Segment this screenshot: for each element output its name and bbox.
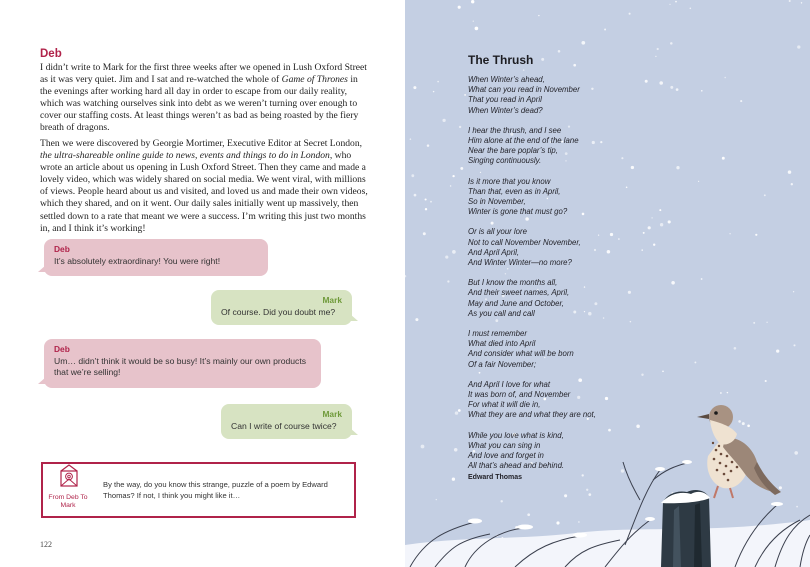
poem-line: What they are and what they are not,: [468, 410, 596, 420]
poem-line: Is it more that you know: [468, 176, 551, 186]
chat-bubble-deb: [44, 239, 268, 276]
poem-line: Than that, even as in April,: [468, 186, 561, 196]
bubble-tail: [38, 377, 46, 384]
poem-line: Near the bare poplar’s tip,: [468, 146, 558, 156]
poem-line: And April April,: [468, 247, 519, 257]
poem-line: That you read in April: [468, 95, 542, 105]
poem-line: May and June and October,: [468, 298, 564, 308]
letter-text: Then we were discovered by Georgie Mortimer, Executive Editor at Secret London,: [40, 138, 363, 149]
poem-line: Winter is gone that must go?: [468, 207, 568, 217]
poem-line: I must remember: [468, 329, 527, 339]
poem-author: Edward Thomas: [468, 474, 523, 481]
chat-bubble-mark: [221, 404, 352, 439]
poem-stanza: [468, 380, 708, 421]
poem-stanza: [468, 177, 708, 218]
poem-line: I hear the thrush, and I see: [468, 125, 562, 135]
poem-line: So in November,: [468, 197, 526, 207]
page-number: 122: [40, 540, 52, 549]
poem-line: When Winter’s dead?: [468, 105, 543, 115]
letter-paragraph-1: [40, 62, 371, 135]
poem-line: While you love what is kind,: [468, 430, 564, 440]
poem-line: Or is all your lore: [468, 227, 527, 237]
poem-line: And love and forget in: [468, 451, 544, 461]
letter-text: I didn’t write to Mark for the first three weeks after we opened in Lush Oxford Street as it was very quiet. Jim and I sat and re-watched the whole of: [40, 62, 367, 86]
chat-bubble-mark: [211, 290, 352, 325]
chat-sender: Deb: [54, 344, 70, 354]
poem-stanza: [468, 278, 708, 319]
email-text: By the way, do you know this strange, puzzle of a poem by Edward Thomas? If not, I think you might like it…: [103, 480, 328, 500]
letter-text: , who wrote an article about us opening in Lush Oxford Street. Then they came and made a lovely video, which was widely shared on social media. We went viral, with millions of views. People heard about us and visited, and loved us and made their own videos, which they shared, and on it went. Our daily sales initially went up massively, then settled down to a rate that meant we were a success. I’m writing this just two months in, and I think it’s working!: [40, 150, 368, 234]
poem-title: The Thrush: [468, 53, 534, 67]
bubble-tail: [350, 314, 358, 321]
letter-heading: Deb: [40, 48, 62, 60]
poem-line: Not to call November November,: [468, 237, 581, 247]
chat-message: Of course. Did you doubt me?: [221, 306, 336, 317]
poem-stanza: [468, 126, 708, 167]
letter-text: in the evenings after working hard all day in order to escape from our daily reality, which was watching ourselves sink into debt as we weren’t turning over enough to cover our staffing costs. At least things weren’t as bad as being roasted by the fiery breath of dragons.: [40, 74, 359, 134]
chat-message: It’s absolutely extraordinary! You were right!: [54, 255, 221, 266]
poem-line: Of a fair November;: [468, 359, 537, 369]
letter-paragraph-2: [40, 138, 371, 235]
chat-sender: Mark: [322, 295, 342, 305]
chat-message: Can I write of course twice?: [231, 420, 337, 431]
poem-line: And Winter Winter—no more?: [468, 258, 572, 268]
poem-line: And their sweet names, April,: [468, 288, 570, 298]
bubble-tail: [350, 428, 358, 435]
chat-sender: Deb: [54, 244, 70, 254]
chat-bubble-deb: [44, 339, 321, 388]
letter-italic-text: Game of Thrones: [281, 74, 348, 86]
poem-text: [468, 75, 708, 482]
poem-stanza: [468, 227, 708, 268]
bubble-tail: [38, 265, 46, 272]
poem-line: What you can sing in: [468, 440, 541, 450]
poem-line: As you call and call: [468, 308, 535, 318]
poem-line: Singing continuously.: [468, 156, 542, 166]
poem-stanza: [468, 75, 708, 116]
poem-line: What can you read in November: [468, 85, 580, 95]
poem-line: Him alone at the end of the lane: [468, 136, 579, 146]
email-from-label: From Deb To Mark: [48, 494, 88, 510]
poem-line: And April I love for what: [468, 379, 551, 389]
poem-line: For what it will die in,: [468, 400, 541, 410]
chat-message: Um… didn’t think it would be so busy! It’s mainly our own products that we’re selling!: [54, 355, 307, 377]
poem-page: [405, 0, 810, 567]
poem-line: When Winter’s ahead,: [468, 75, 545, 84]
chat-sender: Mark: [322, 409, 342, 419]
poem-stanza: [468, 431, 708, 472]
poem-line: And consider what will be born: [468, 349, 574, 359]
email-note: [41, 462, 356, 518]
poem-line: What died into April: [468, 339, 536, 349]
poem-stanza: [468, 329, 708, 370]
poem-line: It was born of, and November: [468, 390, 571, 400]
letter-italic-text: the ultra-shareable online guide to news, events and things to do in London: [40, 150, 330, 162]
poem-line: All that’s ahead and behind.: [468, 461, 565, 471]
poem-line: But I know the months all,: [468, 278, 558, 288]
